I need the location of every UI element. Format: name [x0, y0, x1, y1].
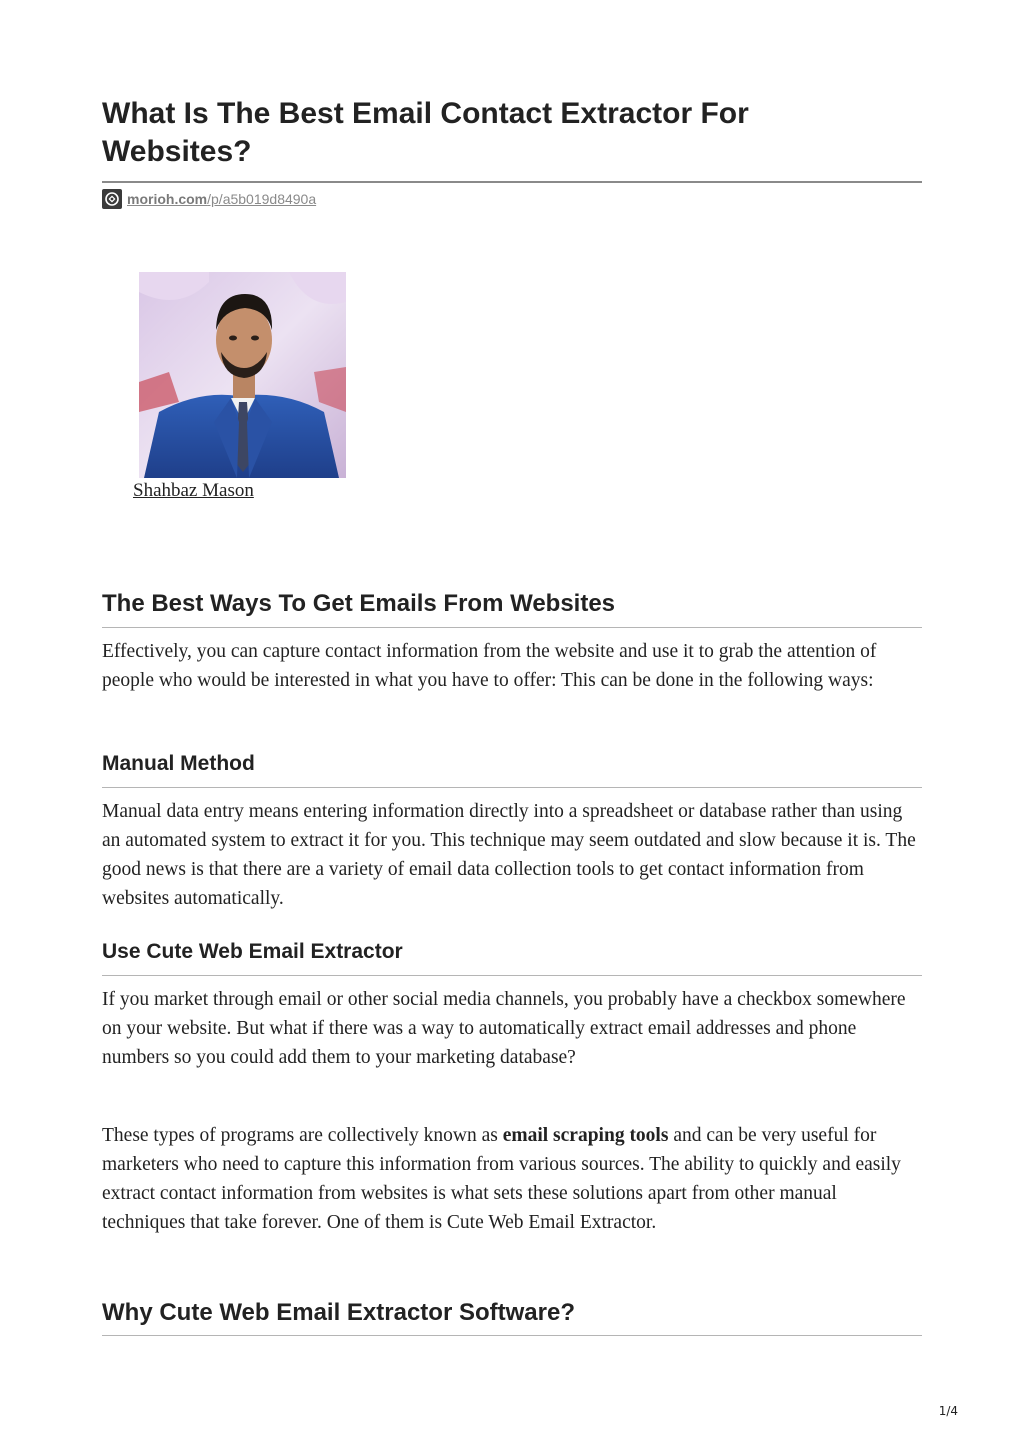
page-number: 1/4 [938, 1404, 958, 1418]
page-title: What Is The Best Email Contact Extractor For Websites? [102, 97, 749, 168]
source-url[interactable] [127, 191, 316, 207]
paragraph-text: and can be very useful for marketers who need to capture this information from various sources. The ability to quickly and easily extract contact information from websites is what sets these solutions apart from other manual techniques that take forever. One of them is Cute Web Email Extractor. [102, 1125, 901, 1233]
paragraph-manual-method: Manual data entry means entering information directly into a spreadsheet or database rather than using an automated system to extract it for you. This technique may seem outdated and slow because it is. The good news is that there are a variety of email data collection tools to get contact information from websites automatically. [102, 801, 916, 909]
bold-term: email scraping tools [502, 1125, 669, 1146]
morioh-logo-icon [102, 189, 122, 209]
title-divider [102, 181, 922, 183]
section-divider [102, 627, 922, 628]
paragraph-best-ways: Effectively, you can capture contact information from the website and use it to grab the attention of people who would be interested in what you have to offer: This can be done in the following ways: [102, 641, 877, 691]
author-photo [139, 272, 346, 478]
section-heading-best-ways: The Best Ways To Get Emails From Websites [102, 590, 616, 617]
section-heading-why-cute: Why Cute Web Email Extractor Software? [102, 1299, 575, 1326]
source-path: /p/a5b019d8490a [207, 191, 317, 207]
section-divider [102, 975, 922, 976]
source-link[interactable] [102, 189, 316, 209]
section-divider [102, 787, 922, 788]
paragraph-text: These types of programs are collectively known as [102, 1125, 503, 1146]
section-heading-manual-method: Manual Method [102, 752, 255, 775]
source-domain: morioh.com [127, 191, 208, 207]
section-heading-cute-extractor: Use Cute Web Email Extractor [102, 940, 403, 963]
paragraph-cute-extractor-1: If you market through email or other social media channels, you probably have a checkbox somewhere on your website. But what if there was a way to automatically extract email addresses and phone numbers so you could add them to your marketing database? [102, 989, 906, 1068]
section-divider [102, 1335, 922, 1336]
paragraph-cute-extractor-2 [102, 1121, 924, 1237]
author-name-link[interactable]: Shahbaz Mason [133, 480, 254, 501]
